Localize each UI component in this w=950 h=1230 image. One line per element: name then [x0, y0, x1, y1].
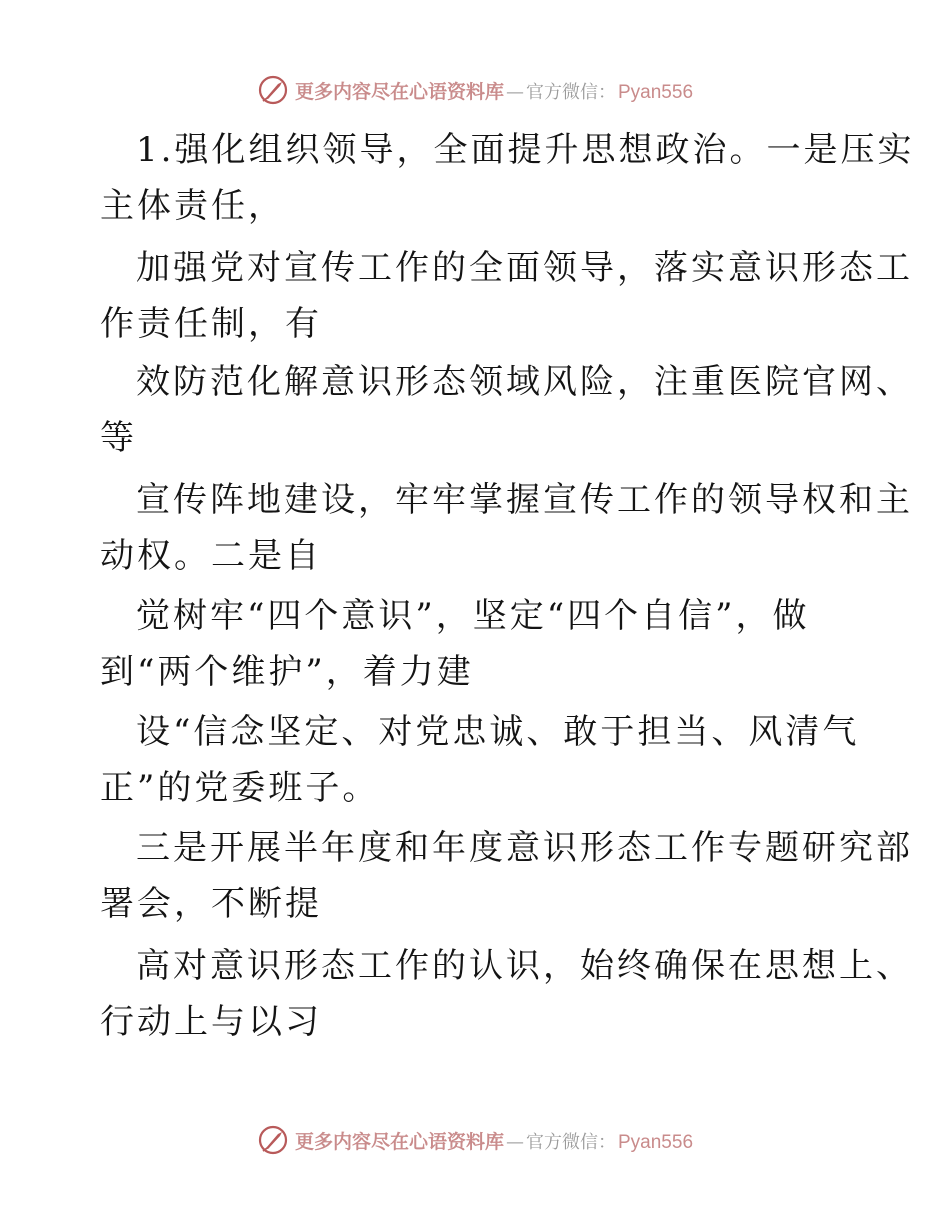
footer-dash: — — [506, 1131, 524, 1153]
body-line: 觉树牢“四个意识”，坚定“四个自信”，做 — [136, 596, 810, 636]
banner-text-group — [295, 77, 693, 104]
banner-wechat-id: Pyan556 — [618, 81, 694, 103]
banner-wechat-label: 官方微信： — [526, 81, 616, 103]
body-line: 正”的党委班子。 — [100, 768, 380, 808]
body-line: 加强党对宣传工作的全面领导，落实意识形态工 — [136, 248, 913, 288]
body-line: 高对意识形态工作的认识，始终确保在思想上、 — [136, 946, 913, 986]
footer-banner — [0, 1118, 950, 1162]
body-line: 三是开展半年度和年度意识形态工作专题研究部 — [136, 828, 913, 868]
body-line: 设“信念坚定、对党忠诚、敢于担当、风清气 — [136, 712, 860, 752]
footer-wechat-label: 官方微信： — [526, 1131, 616, 1153]
body-line: 动权。二是自 — [100, 536, 322, 576]
quill-pen-circle-icon — [257, 74, 289, 106]
body-line: 到“两个维护”，着力建 — [100, 652, 474, 692]
quill-pen-circle-icon — [257, 1124, 289, 1156]
body-line: 效防范化解意识形态领域风险，注重医院官网、 — [136, 362, 913, 402]
body-line: 1.强化组织领导，全面提升思想政治。一是压实 — [136, 130, 915, 170]
header-banner — [0, 68, 950, 112]
banner-dash: — — [506, 81, 524, 103]
body-line: 作责任制，有 — [100, 304, 322, 344]
footer-wechat-id: Pyan556 — [618, 1131, 694, 1153]
body-line: 主体责任， — [100, 186, 285, 226]
banner-title: 更多内容尽在心语资料库 — [294, 80, 504, 103]
footer-text-group — [295, 1127, 693, 1154]
body-line: 署会，不断提 — [100, 884, 322, 924]
footer-title: 更多内容尽在心语资料库 — [294, 1130, 504, 1153]
body-line: 等 — [100, 418, 137, 458]
body-line: 宣传阵地建设，牢牢掌握宣传工作的领导权和主 — [136, 480, 913, 520]
body-line: 行动上与以习 — [100, 1002, 322, 1042]
